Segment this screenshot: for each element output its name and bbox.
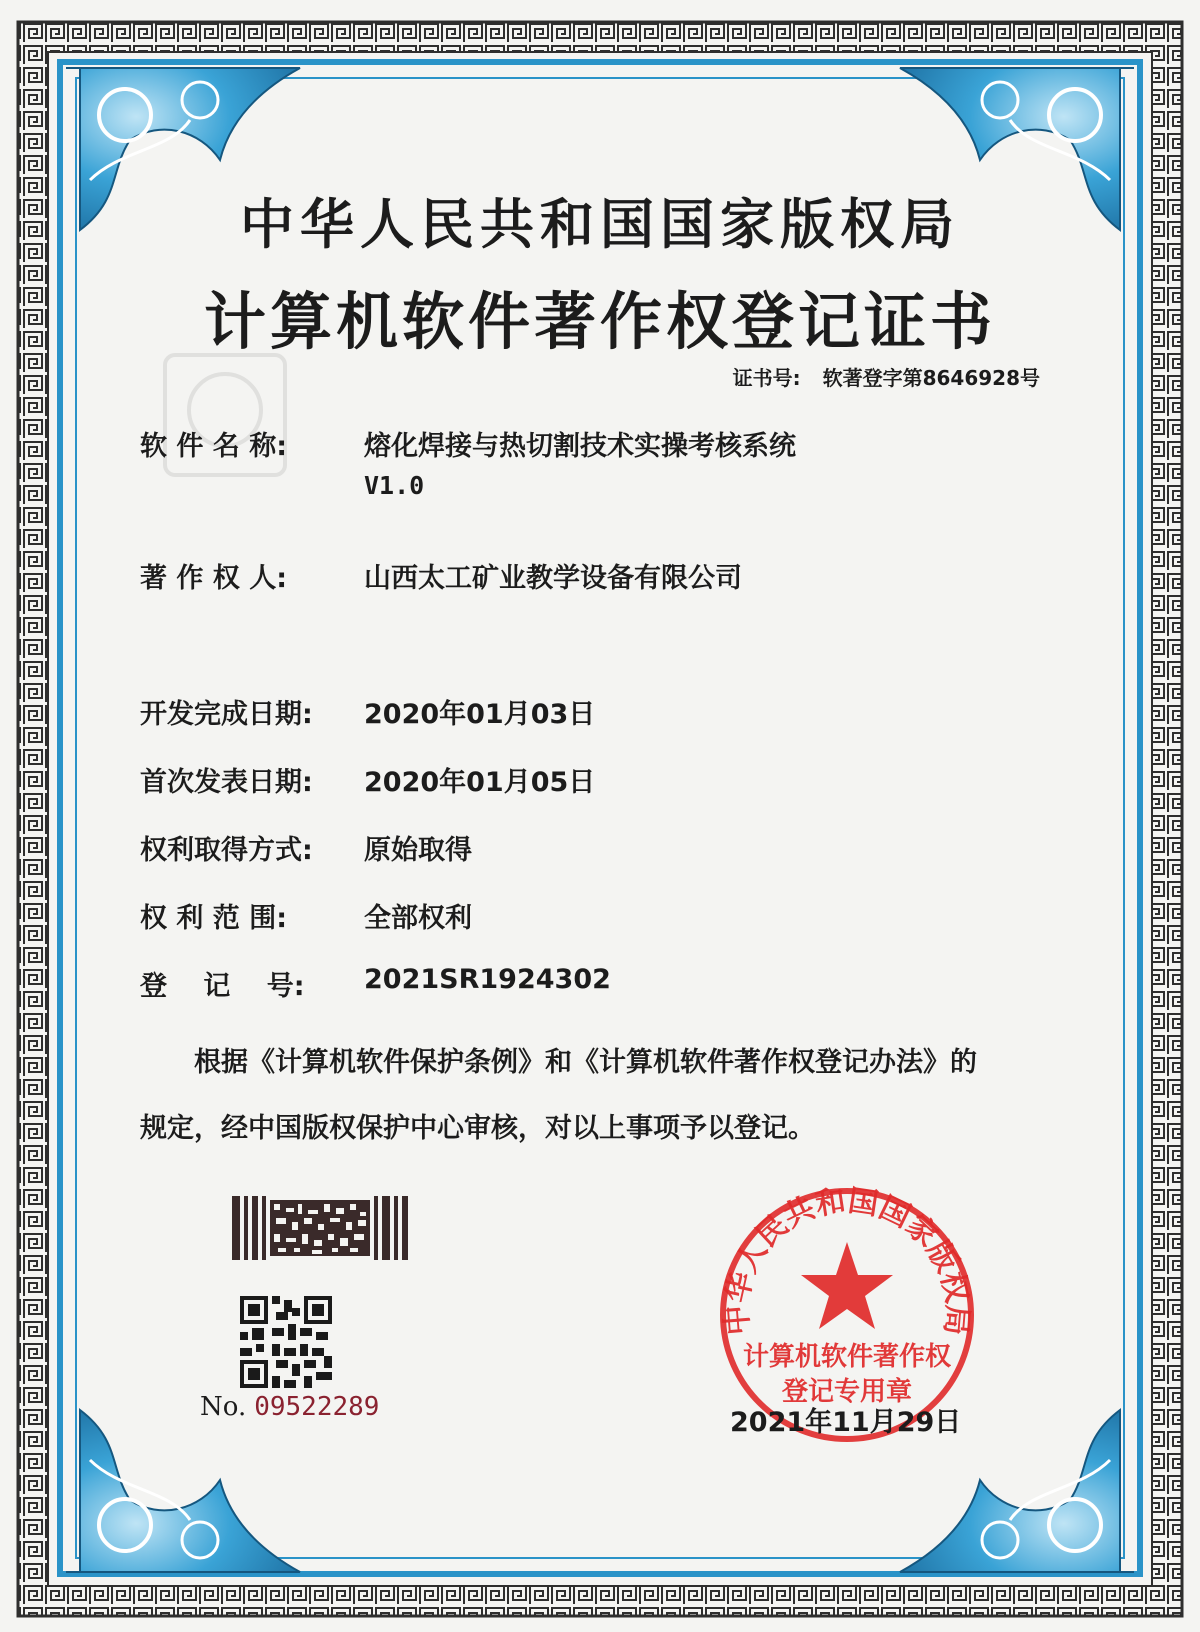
statement-line-1: 根据《计算机软件保护条例》和《计算机软件著作权登记办法》的 [194,1047,977,1078]
field-label: 权 利 范 围: [140,903,287,934]
certificate-number [733,362,1040,391]
serial-prefix: No. [200,1392,247,1422]
field-copyright-owner [140,556,742,595]
certificate-title: 计算机软件著作权登记证书 [203,285,996,358]
certificate-number-label: 证书号: [732,366,801,390]
field-value-wrap [364,424,796,500]
field-label: 软 件 名 称: [140,431,287,462]
field-label: 首次发表日期: [140,767,313,798]
qr-code [240,1296,332,1388]
statement [140,1030,1080,1162]
statement-line-2: 规定，经中国版权保护中心审核，对以上事项予以登记。 [140,1113,815,1144]
issuer-title: 中华人民共和国国家版权局 [240,193,960,256]
seal-inner-line-1: 计算机软件著作权 [742,1342,952,1372]
serial-number [200,1392,379,1422]
field-rights-acquisition [140,828,472,867]
issue-date: 2021年11月29日 [730,1407,962,1438]
field-value: 2020年01月03日 [364,699,596,730]
field-value: 2021SR1924302 [364,964,611,995]
field-value: 全部权利 [364,903,472,934]
serial-value: 09522289 [254,1392,380,1422]
field-development-date [140,692,595,731]
seal-inner-line-2: 登记专用章 [781,1377,913,1407]
field-software-name [140,424,796,500]
barcode [232,1196,408,1260]
field-label: 开发完成日期: [140,699,313,730]
field-value: 原始取得 [364,835,472,866]
field-value: 熔化焊接与热切割技术实操考核系统 [364,431,796,462]
field-publication-date [140,760,595,799]
field-value: 山西太工矿业教学设备有限公司 [364,563,742,594]
field-label: 登 记 号: [140,971,305,1002]
field-value: 2020年01月05日 [364,767,596,798]
field-value-version: V1.0 [364,471,425,500]
star-icon [801,1242,893,1329]
field-rights-scope [140,896,472,935]
certificate-number-value: 软著登字第8646928号 [822,366,1040,390]
field-label: 著 作 权 人: [140,563,287,594]
field-registration-number [140,964,611,1003]
seal-outer-textpath: 中华人民共和国国家版权局 [719,1183,975,1337]
field-label: 权利取得方式: [140,835,313,866]
